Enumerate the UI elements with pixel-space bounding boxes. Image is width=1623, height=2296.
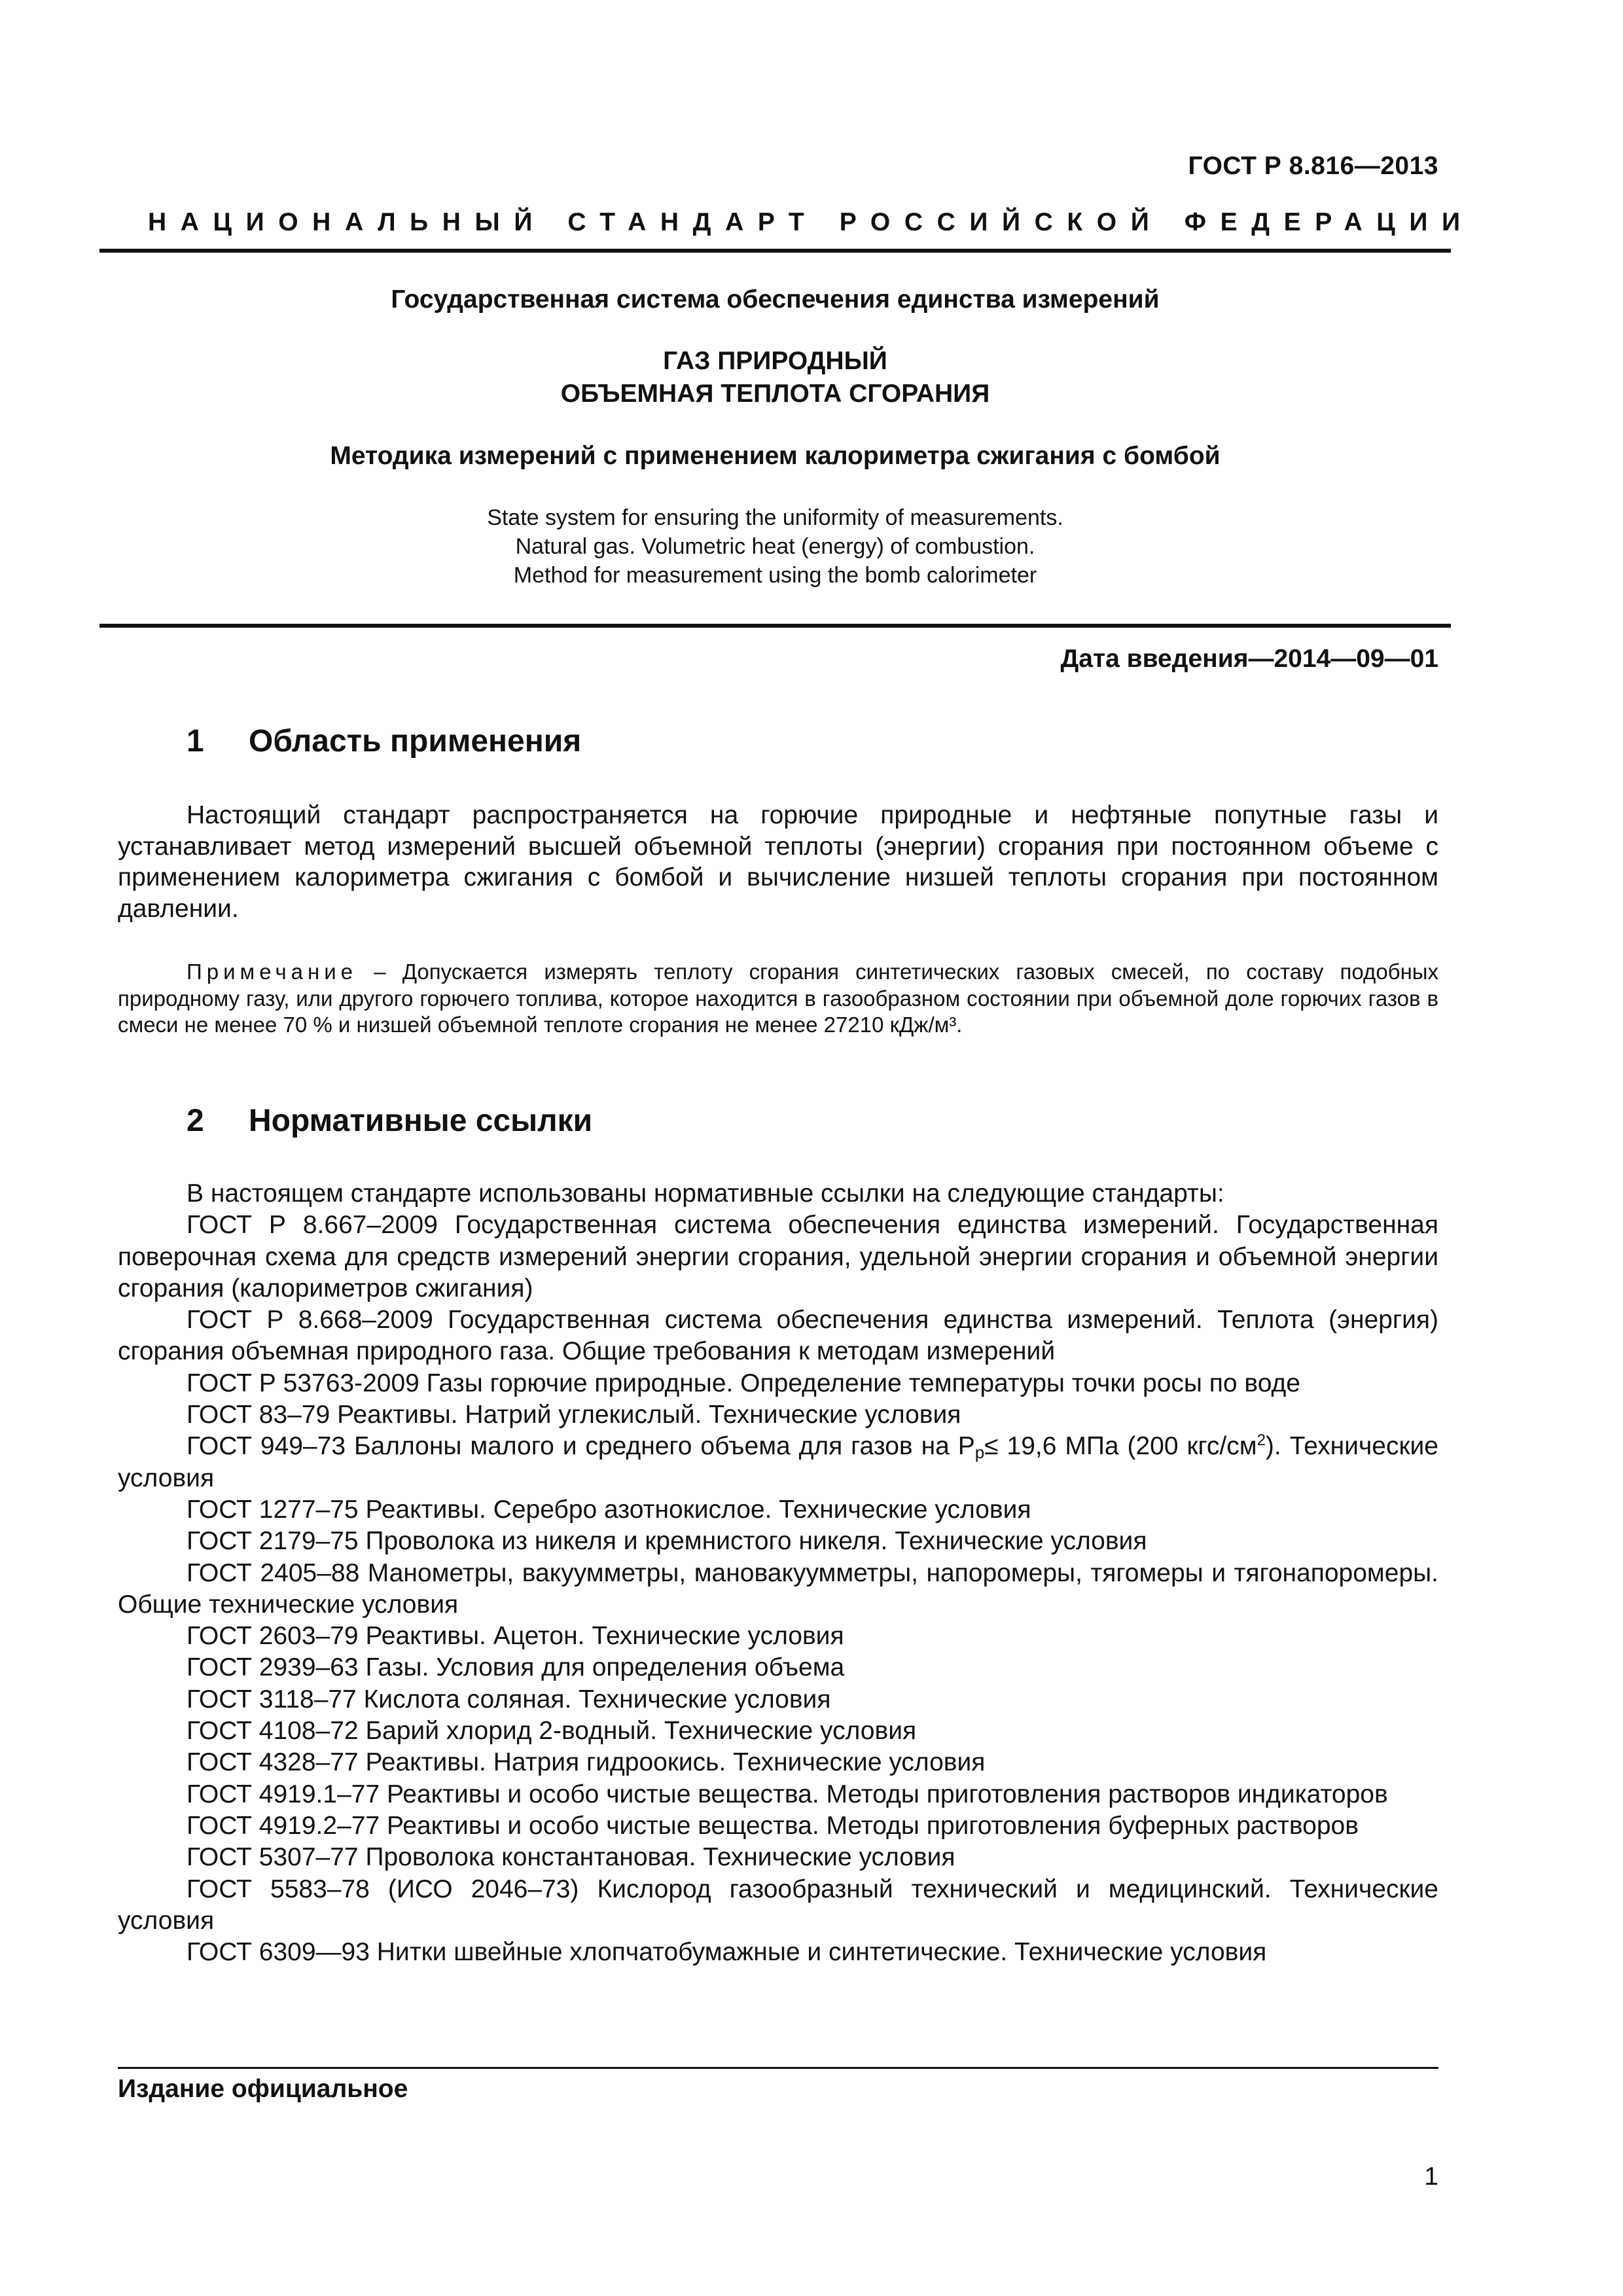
unit-superscript: 2 — [1257, 1431, 1266, 1450]
reference-item: ГОСТ 2405–88 Манометры, вакуумметры, мановакуумметры, напоромеры, тягомеры и тягонапоромеры. Общие технические условия — [118, 1558, 1438, 1619]
reference-item: ГОСТ Р 8.667–2009 Государственная система обеспечения единства измерений. Государственная поверочная схема для средств измерений энергии сгорания, удельной энергии сгорания и объемной энергии сгорания (калориметров сжигания) — [118, 1211, 1438, 1302]
section-number: 1 — [187, 724, 204, 759]
reference-item: ГОСТ 2179–75 Проволока из никеля и кремнистого никеля. Технические условия — [187, 1527, 1147, 1556]
reference-item: ГОСТ Р 53763-2009 Газы горючие природные. Определение температуры точки росы по воде — [187, 1369, 1300, 1397]
reference-item: ГОСТ 3118–77 Кислота соляная. Технические условия — [187, 1685, 831, 1713]
reference-item: ГОСТ 6309—93 Нитки швейные хлопчатобумажные и синтетические. Технические условия — [187, 1938, 1267, 1967]
reference-text: ≤ 19,6 МПа (200 кгс/см — [984, 1432, 1257, 1461]
main-title-line-1: ГАЗ ПРИРОДНЫЙ — [663, 347, 887, 375]
section-heading-scope — [187, 723, 581, 759]
reference-item: ГОСТ 4919.2–77 Реактивы и особо чистые вещества. Методы приготовления буферных растворов — [187, 1811, 1359, 1840]
scope-note — [118, 959, 1438, 1039]
section-title: Нормативные ссылки — [249, 1103, 593, 1138]
reference-text: ). Технические условия — [118, 1432, 1439, 1492]
references-list — [118, 1178, 1438, 1968]
english-title-line-3: Method for measurement using the bomb calorimeter — [513, 563, 1037, 588]
scope-paragraph: Настоящий стандарт распространяется на горючие природные и нефтяные попутные газы и устанавливает метод измерений высшей объемной теплоты (энергии) сгорания при постоянном объеме с применением калориметра сжигания с бомбой и вычисление низшей теплоты сгорания при постоянном давлении. — [118, 801, 1438, 923]
edition-label: Издание официальное — [118, 2075, 408, 2103]
reference-item: ГОСТ 5307–77 Проволока константановая. Технические условия — [187, 1843, 955, 1872]
footer-divider — [118, 2067, 1438, 2069]
section-heading-references — [187, 1103, 592, 1139]
english-title-line-1: State system for ensuring the uniformity of measurements. — [487, 505, 1063, 530]
introduction-date: Дата введения—2014—09—01 — [1060, 645, 1438, 673]
section-title: Область применения — [249, 724, 582, 759]
references-intro: В настоящем стандарте использованы нормативные ссылки на следующие стандарты: — [187, 1179, 1224, 1208]
english-title-line-2: Natural gas. Volumetric heat (energy) of combustion. — [515, 534, 1035, 559]
system-title: Государственная система обеспечения единства измерений — [391, 285, 1160, 314]
reference-item: ГОСТ 2939–63 Газы. Условия для определения объема — [187, 1653, 845, 1682]
document-number: ГОСТ Р 8.816—2013 — [1188, 152, 1438, 180]
page-number: 1 — [1424, 2162, 1438, 2191]
reference-text: ГОСТ 949–73 Баллоны малого и среднего объема для газов на P — [187, 1432, 975, 1461]
method-title: Методика измерений с применением калориметра сжигания с бомбой — [330, 442, 1221, 470]
reference-item: ГОСТ 83–79 Реактивы. Натрий углекислый. Технические условия — [187, 1401, 961, 1429]
title-divider — [99, 624, 1451, 628]
reference-item: ГОСТ Р 8.668–2009 Государственная система обеспечения единства измерений. Теплота (энергия) сгорания объемная природного газа. Общие требования к методам измерений — [118, 1306, 1438, 1366]
section-number: 2 — [187, 1103, 204, 1138]
reference-item — [118, 1431, 1438, 1494]
pressure-subscript: р — [974, 1443, 985, 1463]
reference-item: ГОСТ 4328–77 Реактивы. Натрия гидроокись. Технические условия — [187, 1748, 986, 1777]
note-text: – Допускается измерять теплоту сгорания синтетических газовых смесей, по составу подобных природному газу, или другого горючего топлива, которое находится в газообразном состоянии при объемной доле горючих газов в смеси не менее 70 % и низшей объемной теплоте сгорания не менее 27210 кДж/м³. — [118, 960, 1439, 1037]
reference-item: ГОСТ 4919.1–77 Реактивы и особо чистые вещества. Методы приготовления растворов индикаторов — [187, 1780, 1388, 1808]
national-standard-header: НАЦИОНАЛЬНЫЙ СТАНДАРТ РОССИЙСКОЙ ФЕДЕРАЦИИ — [148, 208, 1474, 236]
reference-item: ГОСТ 4108–72 Барий хлорид 2-водный. Технические условия — [187, 1717, 917, 1746]
main-title-line-2: ОБЪЕМНАЯ ТЕПЛОТА СГОРАНИЯ — [560, 380, 990, 408]
reference-item: ГОСТ 2603–79 Реактивы. Ацетон. Технические условия — [187, 1622, 844, 1651]
reference-item: ГОСТ 1277–75 Реактивы. Серебро азотнокислое. Технические условия — [187, 1495, 1031, 1524]
note-label: Примечание — [187, 960, 358, 984]
reference-item: ГОСТ 5583–78 (ИСО 2046–73) Кислород газообразный технический и медицинский. Технические условия — [118, 1874, 1438, 1935]
header-divider — [99, 249, 1451, 253]
